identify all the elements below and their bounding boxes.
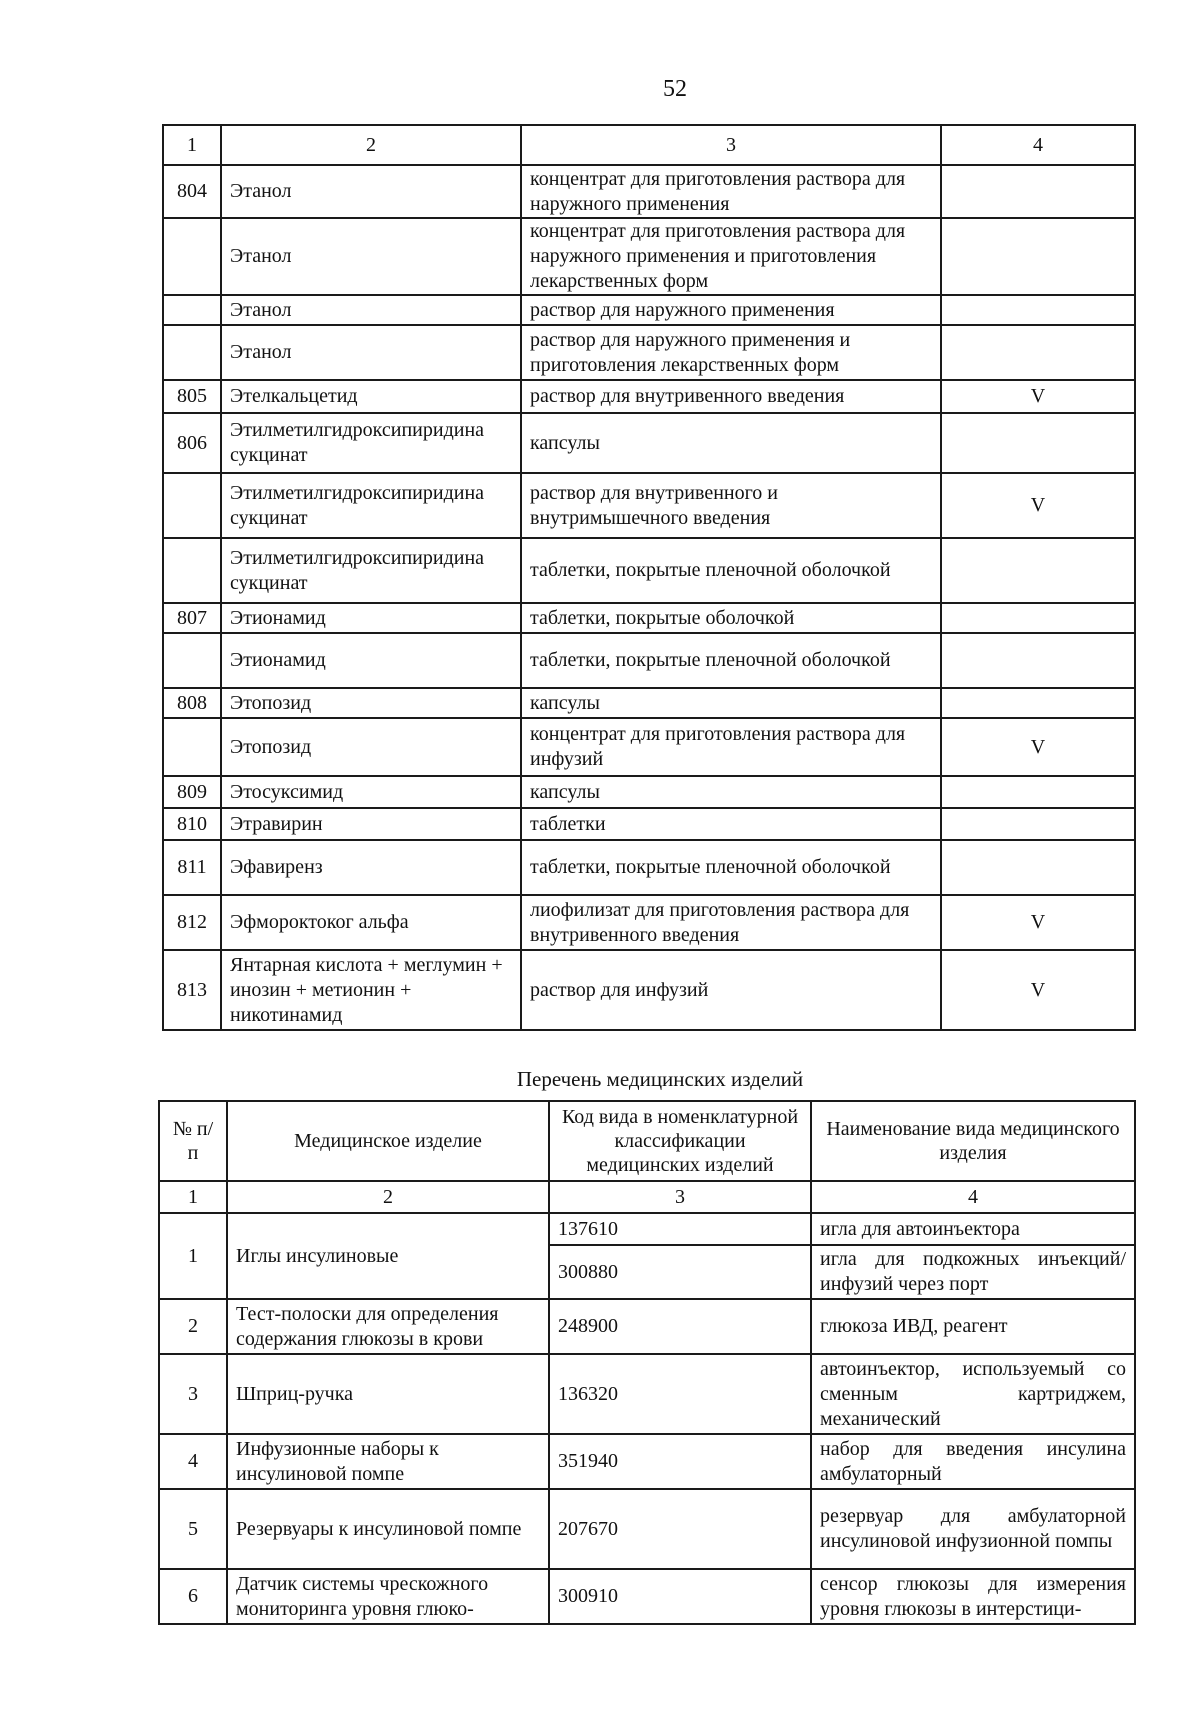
mark-cell bbox=[941, 808, 1135, 840]
table-row bbox=[163, 473, 1135, 538]
table-row bbox=[163, 603, 1135, 633]
header-num: № п/п bbox=[159, 1101, 227, 1181]
col-number-4: 4 bbox=[811, 1181, 1135, 1213]
row-number bbox=[163, 633, 221, 688]
dosage-form: раствор для инфузий bbox=[521, 950, 941, 1030]
mark-cell: V bbox=[941, 473, 1135, 538]
section-title: Перечень медицинских изделий bbox=[516, 1067, 804, 1091]
row-number bbox=[163, 473, 221, 538]
device-type-name: глюкоза ИВД, реагент bbox=[811, 1299, 1135, 1354]
table-row bbox=[163, 840, 1135, 895]
device-type-name: игла для подкожных инъекций/инфузий через порт bbox=[811, 1245, 1135, 1299]
row-number: 813 bbox=[163, 950, 221, 1030]
drug-name: Этравирин bbox=[221, 808, 521, 840]
col-header-4: 4 bbox=[941, 125, 1135, 165]
table-row bbox=[163, 895, 1135, 950]
table-row bbox=[163, 218, 1135, 295]
row-number: 809 bbox=[163, 776, 221, 808]
mark-cell bbox=[941, 776, 1135, 808]
row-number: 5 bbox=[159, 1489, 227, 1569]
mark-cell bbox=[941, 218, 1135, 295]
dosage-form: таблетки, покрытые оболочкой bbox=[521, 603, 941, 633]
device-code: 248900 bbox=[549, 1299, 811, 1354]
drug-name: Этилметилгидроксипиридина сукцинат bbox=[221, 413, 521, 473]
device-type-name: игла для автоинъектора bbox=[811, 1213, 1135, 1245]
dosage-form: таблетки bbox=[521, 808, 941, 840]
row-number: 812 bbox=[163, 895, 221, 950]
drug-name: Этосуксимид bbox=[221, 776, 521, 808]
table-row bbox=[163, 808, 1135, 840]
mark-cell bbox=[941, 165, 1135, 218]
row-number bbox=[163, 538, 221, 603]
row-number: 804 bbox=[163, 165, 221, 218]
mark-cell: V bbox=[941, 895, 1135, 950]
header-device: Медицинское изделие bbox=[227, 1101, 549, 1181]
dosage-form: капсулы bbox=[521, 688, 941, 718]
dosage-form: концентрат для приготовления раствора для инфузий bbox=[521, 718, 941, 776]
dosage-form: таблетки, покрытые пленочной оболочкой bbox=[521, 538, 941, 603]
device-name: Резервуары к инсулиновой помпе bbox=[227, 1489, 549, 1569]
row-number bbox=[163, 325, 221, 380]
drug-name: Этопозид bbox=[221, 718, 521, 776]
drug-name: Этилметилгидроксипиридина сукцинат bbox=[221, 538, 521, 603]
mark-cell bbox=[941, 413, 1135, 473]
mark-cell: V bbox=[941, 380, 1135, 413]
drug-name: Эфавиренз bbox=[221, 840, 521, 895]
drug-name: Этанол bbox=[221, 295, 521, 325]
table-row bbox=[159, 1434, 1135, 1489]
mark-cell: V bbox=[941, 718, 1135, 776]
row-number: 1 bbox=[159, 1213, 227, 1299]
drug-name: Этопозид bbox=[221, 688, 521, 718]
dosage-form: таблетки, покрытые пленочной оболочкой bbox=[521, 840, 941, 895]
dosage-form: капсулы bbox=[521, 776, 941, 808]
mark-cell bbox=[941, 538, 1135, 603]
device-code: 351940 bbox=[549, 1434, 811, 1489]
col-header-2: 2 bbox=[221, 125, 521, 165]
device-type-name: набор для введения инсулина амбулаторный bbox=[811, 1434, 1135, 1489]
table-row bbox=[163, 718, 1135, 776]
device-code: 300910 bbox=[549, 1569, 811, 1624]
table-row bbox=[159, 1569, 1135, 1624]
dosage-form: таблетки, покрытые пленочной оболочкой bbox=[521, 633, 941, 688]
device-type-name: автоинъектор, используемый со сменным картриджем, механический bbox=[811, 1354, 1135, 1434]
device-name: Иглы инсулиновые bbox=[227, 1213, 549, 1299]
table-row bbox=[159, 1354, 1135, 1434]
mark-cell bbox=[941, 295, 1135, 325]
mark-cell bbox=[941, 325, 1135, 380]
drug-name: Янтарная кислота + меглумин + инозин + метионин + никотинамид bbox=[221, 950, 521, 1030]
drug-name: Этанол bbox=[221, 218, 521, 295]
row-number bbox=[163, 295, 221, 325]
table-row bbox=[159, 1213, 1135, 1245]
row-number: 805 bbox=[163, 380, 221, 413]
device-name: Шприц-ручка bbox=[227, 1354, 549, 1434]
dosage-form: концентрат для приготовления раствора для наружного применения и приготовления лекарственных форм bbox=[521, 218, 941, 295]
row-number: 808 bbox=[163, 688, 221, 718]
drug-name: Эфмороктоког альфа bbox=[221, 895, 521, 950]
col-number-3: 3 bbox=[549, 1181, 811, 1213]
table-row bbox=[163, 776, 1135, 808]
dosage-form: лиофилизат для приготовления раствора для внутривенного введения bbox=[521, 895, 941, 950]
row-number bbox=[163, 718, 221, 776]
mark-cell bbox=[941, 633, 1135, 688]
device-code: 136320 bbox=[549, 1354, 811, 1434]
mark-cell bbox=[941, 840, 1135, 895]
table-row bbox=[163, 295, 1135, 325]
drugs-table-header-row bbox=[163, 125, 1135, 165]
mark-cell bbox=[941, 688, 1135, 718]
table-row bbox=[163, 413, 1135, 473]
device-name: Датчик системы чрескожного мониторинга уровня глюко- bbox=[227, 1569, 549, 1624]
drug-name: Этионамид bbox=[221, 633, 521, 688]
devices-table-header-row bbox=[159, 1101, 1135, 1181]
row-number: 3 bbox=[159, 1354, 227, 1434]
row-number: 811 bbox=[163, 840, 221, 895]
row-number bbox=[163, 218, 221, 295]
table-row bbox=[159, 1299, 1135, 1354]
dosage-form: раствор для внутривенного введения bbox=[521, 380, 941, 413]
header-type-name: Наименование вида медицинского изделия bbox=[811, 1101, 1135, 1181]
col-number-1: 1 bbox=[159, 1181, 227, 1213]
table-row bbox=[163, 538, 1135, 603]
device-name: Тест-полоски для определения содержания глюкозы в крови bbox=[227, 1299, 549, 1354]
device-code: 207670 bbox=[549, 1489, 811, 1569]
col-header-1: 1 bbox=[163, 125, 221, 165]
devices-table bbox=[158, 1100, 1136, 1625]
col-number-2: 2 bbox=[227, 1181, 549, 1213]
drug-name: Этионамид bbox=[221, 603, 521, 633]
row-number: 4 bbox=[159, 1434, 227, 1489]
drug-name: Этанол bbox=[221, 325, 521, 380]
mark-cell: V bbox=[941, 950, 1135, 1030]
devices-table-column-numbers bbox=[159, 1181, 1135, 1213]
dosage-form: раствор для наружного применения bbox=[521, 295, 941, 325]
dosage-form: раствор для внутривенного и внутримышечного введения bbox=[521, 473, 941, 538]
device-name: Инфузионные наборы к инсулиновой помпе bbox=[227, 1434, 549, 1489]
table-row bbox=[159, 1489, 1135, 1569]
page-number: 52 bbox=[663, 76, 687, 102]
table-row bbox=[163, 688, 1135, 718]
row-number: 806 bbox=[163, 413, 221, 473]
drug-name: Этилметилгидроксипиридина сукцинат bbox=[221, 473, 521, 538]
dosage-form: раствор для наружного применения и приготовления лекарственных форм bbox=[521, 325, 941, 380]
table-row bbox=[163, 325, 1135, 380]
mark-cell bbox=[941, 603, 1135, 633]
table-row bbox=[163, 380, 1135, 413]
row-number: 6 bbox=[159, 1569, 227, 1624]
device-type-name: сенсор глюкозы для измерения уровня глюкозы в интерстици- bbox=[811, 1569, 1135, 1624]
row-number: 807 bbox=[163, 603, 221, 633]
table-row bbox=[163, 165, 1135, 218]
table-row bbox=[163, 950, 1135, 1030]
drug-name: Этелкальцетид bbox=[221, 380, 521, 413]
row-number: 2 bbox=[159, 1299, 227, 1354]
device-type-name: резервуар для амбулаторной инсулиновой инфузионной помпы bbox=[811, 1489, 1135, 1569]
device-code: 300880 bbox=[549, 1245, 811, 1299]
header-code: Код вида в номенклатурной классификации медицинских изделий bbox=[549, 1101, 811, 1181]
dosage-form: концентрат для приготовления раствора для наружного применения bbox=[521, 165, 941, 218]
table-row bbox=[163, 633, 1135, 688]
drug-name: Этанол bbox=[221, 165, 521, 218]
drugs-table bbox=[162, 124, 1136, 1031]
col-header-3: 3 bbox=[521, 125, 941, 165]
dosage-form: капсулы bbox=[521, 413, 941, 473]
row-number: 810 bbox=[163, 808, 221, 840]
device-code: 137610 bbox=[549, 1213, 811, 1245]
